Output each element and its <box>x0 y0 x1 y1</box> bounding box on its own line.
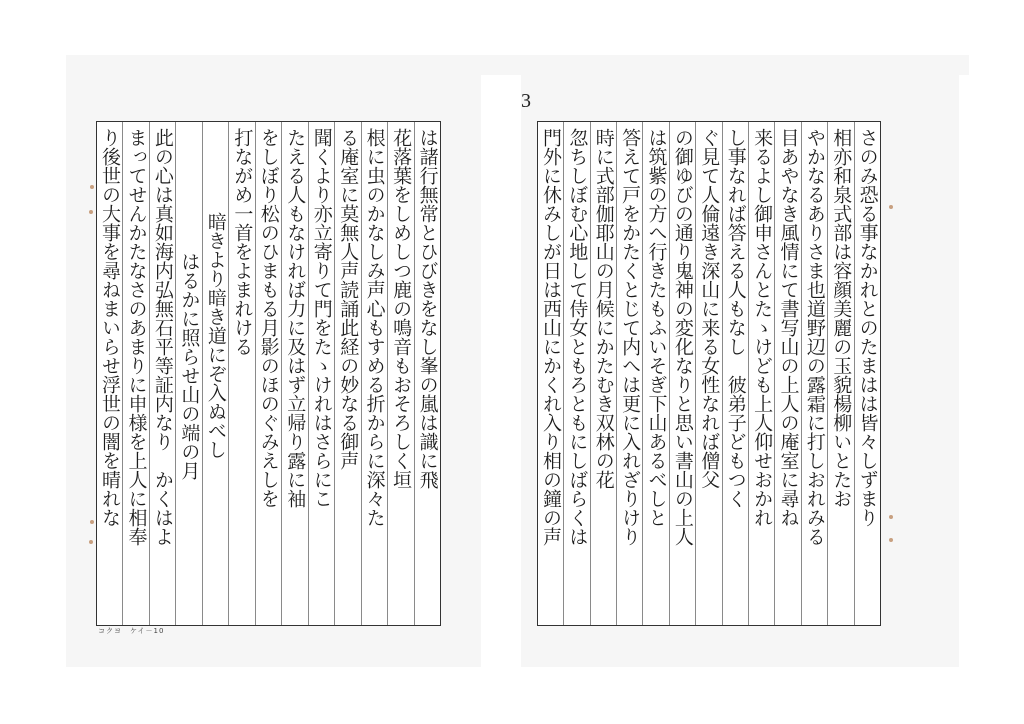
text-column <box>854 122 880 625</box>
handwritten-line: ぐ見て人倫遠き深山に来る女性なれば僧父 <box>698 128 721 489</box>
poem-line: 暗きより暗き道にぞ入ぬべし <box>204 212 227 459</box>
handwritten-line: の御ゆびの通り鬼神の変化なりと思い書山の上人 <box>671 128 694 546</box>
handwritten-line: 相亦和泉式部は容顔美麗の玉貌楊柳いとたお <box>830 128 853 508</box>
text-column <box>122 122 148 625</box>
text-column <box>387 122 413 625</box>
binder-hole-mark <box>89 210 93 214</box>
text-column <box>827 122 853 625</box>
handwritten-line: 答えて戸をかたくとじて内へは更に入れざりけり <box>619 128 642 546</box>
handwritten-line: 花落葉をしめしつ鹿の鳴音もおそろしく垣 <box>390 128 413 489</box>
text-column <box>801 122 827 625</box>
handwritten-line: 聞くより亦立寄りて門をたゝけれはさらにこ <box>310 128 333 508</box>
text-column <box>202 122 228 625</box>
handwritten-line: 忽ちしぼむ心地して侍女ともろともにしばらくは <box>566 128 589 546</box>
handwritten-line: は筑紫の方へ行きたもふいそぎ下山あるべしと <box>645 128 668 527</box>
handwritten-line: 根に虫のかなしみ声心もすめる折からに深々た <box>363 128 386 527</box>
handwritten-line: やかなるありさま也道野辺の露霜に打しおれみる <box>803 128 826 546</box>
text-column <box>361 122 387 625</box>
text-column <box>228 122 254 625</box>
handwritten-line: まってせんかたなさのあまりに申様を上人に相奉 <box>125 128 148 546</box>
text-column <box>308 122 334 625</box>
binder-hole-mark <box>889 538 893 542</box>
text-column <box>97 122 122 625</box>
binder-hole-mark <box>889 515 893 519</box>
handwritten-line: 門外に休みしが日は西山にかくれ入り相の鐘の声 <box>539 128 562 546</box>
text-column <box>255 122 281 625</box>
page-tab <box>481 55 526 75</box>
handwritten-line: る庵室に莫無人声読誦此経の妙なる御声 <box>337 128 360 470</box>
text-column <box>669 122 695 625</box>
text-column <box>695 122 721 625</box>
binder-hole-mark <box>89 540 93 544</box>
text-column <box>722 122 748 625</box>
handwritten-line: 時に式部伽耶山の月候にかたむき双林の花 <box>592 128 615 489</box>
handwritten-line: 打ながめ一首をよまれける <box>231 128 254 356</box>
text-column <box>642 122 668 625</box>
text-column <box>538 122 563 625</box>
handwritten-line: をしぼり松のひまもる月影のほのぐみえしを <box>257 128 280 508</box>
binder-hole-mark <box>889 205 893 209</box>
handwritten-line: 目あやなき風情にて書写山の上人の庵室に尋ね <box>777 128 800 527</box>
text-column <box>414 122 440 625</box>
handwritten-line: たえる人もなければ力に及はず立帰り露に袖 <box>284 128 307 508</box>
page-number: 3 <box>521 90 531 112</box>
text-column <box>149 122 175 625</box>
handwritten-line: さのみ恐る事なかれとのたまはは皆々しずまり <box>856 128 879 527</box>
right-text-frame <box>537 121 881 626</box>
binder-hole-mark <box>90 520 94 524</box>
poem-line: はるかに照らせ山の端の月 <box>178 252 201 480</box>
text-column <box>281 122 307 625</box>
text-column <box>748 122 774 625</box>
text-column <box>774 122 800 625</box>
text-column <box>616 122 642 625</box>
handwritten-line: 来るよし御申さんとたゝけども上人仰せおかれ <box>751 128 774 527</box>
page-tab <box>947 55 969 75</box>
notebook-footer-label: コクヨ ケイ－10 <box>98 627 165 635</box>
text-column <box>334 122 360 625</box>
handwritten-line: 此の心は真如海内弘無石平等証内なり かくはよ <box>151 128 174 546</box>
text-column <box>590 122 616 625</box>
binder-hole-mark <box>90 185 94 189</box>
left-text-frame <box>96 121 441 626</box>
handwritten-line: は諸行無常とひびきをなし峯の嵐は識に飛 <box>416 128 439 489</box>
handwritten-line: し事なれば答える人もなし 彼弟子どもつく <box>724 128 747 508</box>
text-column <box>563 122 589 625</box>
text-column <box>175 122 201 625</box>
handwritten-line: り後世の大事を尋ねまいらせ浮世の闇を晴れな <box>98 128 121 527</box>
